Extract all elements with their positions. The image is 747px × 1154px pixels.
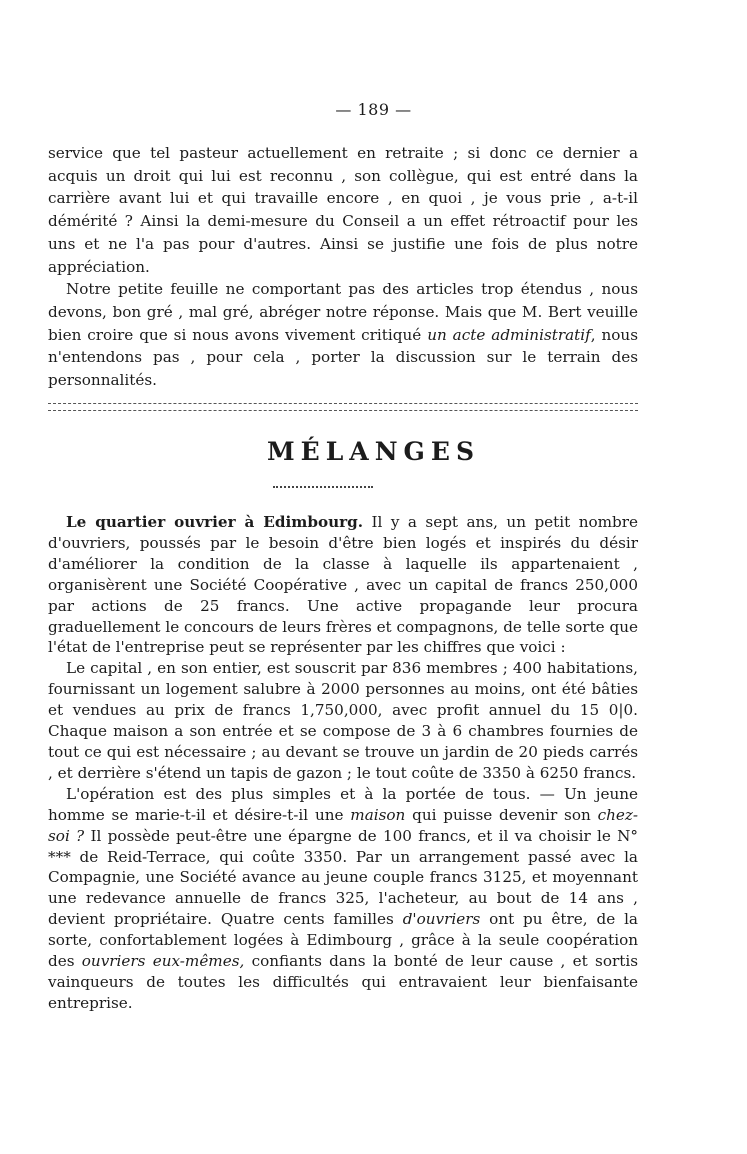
article-paragraph-2: Le capital , en son entier, est souscrit par 836 membres ; 400 habitations, fournissant un logement salubre à 2000 personnes au moins, ont été bâties et vendues au prix de francs 1,750,000, avec profit annuel du 15 0|0. Chaque maison a son entrée et se compose de 3 à 6 chambres fournies de tout ce qui est nécessaire ; au devant se trouve un jardin de 20 pieds carrés , et derrière s'étend un tapis de gazon ; le tout coûte de 3350 à 6250 francs. [48, 659, 638, 782]
article-paragraph-3 [48, 784, 638, 1014]
paragraph-reponse [48, 278, 638, 392]
section-heading: MÉLANGES [266, 437, 480, 466]
page-number: — 189 — [335, 100, 412, 119]
text-span: Notre petite feuille ne comportant pas des articles trop étendus , nous devons, bon gré , mal gré, abréger notre réponse. Mais que M. Bert veuille bien croire que si nous avons vivement critiqué [48, 280, 638, 344]
article-paragraph-1 [48, 512, 638, 658]
text-span: Il y a sept ans, un petit nombre d'ouvriers, poussés par le besoin d'être bien logés et inspirés du désir d'améliorer la condition de la classe à laquelle ils appartenaient , organisèrent une Société Coopérative , avec un capital de francs 250,000 par actions de 25 francs. Une active propagande leur procura graduellement le concours de leurs frères et compagnons, de telle sorte que l'état de l'entreprise peut se représenter par les chiffres que voici : [48, 513, 638, 657]
text-span: qui puisse devenir son [405, 805, 598, 824]
text-span: L'opération est des plus simples et à la portée de tous. — Un jeune homme se marie-t-il et désire-t-il une [48, 784, 638, 824]
article-title: Le quartier ouvrier à Edimbourg. [66, 513, 364, 531]
text-span: confiants dans la bonté de leur cause , et sortis vainqueurs de toutes les difficultés qui entravaient leur bienfaisante entreprise. [48, 952, 638, 1012]
italic-word: maison [350, 805, 406, 824]
italic-word: d'ouvriers [402, 910, 481, 929]
paragraph-retraite: service que tel pasteur actuellement en retraite ; si donc ce dernier a acquis un droit qui lui est reconnu , son collègue, qui est entré dans la carrière avant lui et qui travaille encore , en quoi , je vous prie , a-t-il démérité ? Ainsi la demi-mesure du Conseil a un effet rétroactif pour les uns et ne l'a pas pour d'autres. Ainsi se justifie une fois de plus notre appréciation. [48, 144, 638, 276]
text-span: ont pu être, de la sorte, confortablement logées à Edimbourg , grâce à la seule coopération des [48, 910, 638, 971]
italic-word: ouvriers eux-mêmes, [81, 952, 245, 971]
article-block [48, 512, 638, 1014]
italic-phrase: un acte administratif [427, 325, 591, 344]
top-text-block [48, 142, 638, 392]
section-divider [48, 403, 638, 411]
italic-word: chez-soi ? [48, 805, 638, 845]
text-span: Il possède peut-être une épargne de 100 francs, et il va choisir le N° *** de Reid-Terrace, qui coûte 3350. Par un arrangement passé avec la Compagnie, une Société avance au jeune couple francs 3125, et moyennant une redevance annuelle de francs 325, l'acheteur, au bout de 14 ans , devient propriétaire. Quatre cents familles [48, 826, 639, 929]
heading-ornament [273, 482, 373, 488]
text-span: , nous n'entendons pas , pour cela , porter la discussion sur le terrain des personnalités. [48, 325, 639, 390]
